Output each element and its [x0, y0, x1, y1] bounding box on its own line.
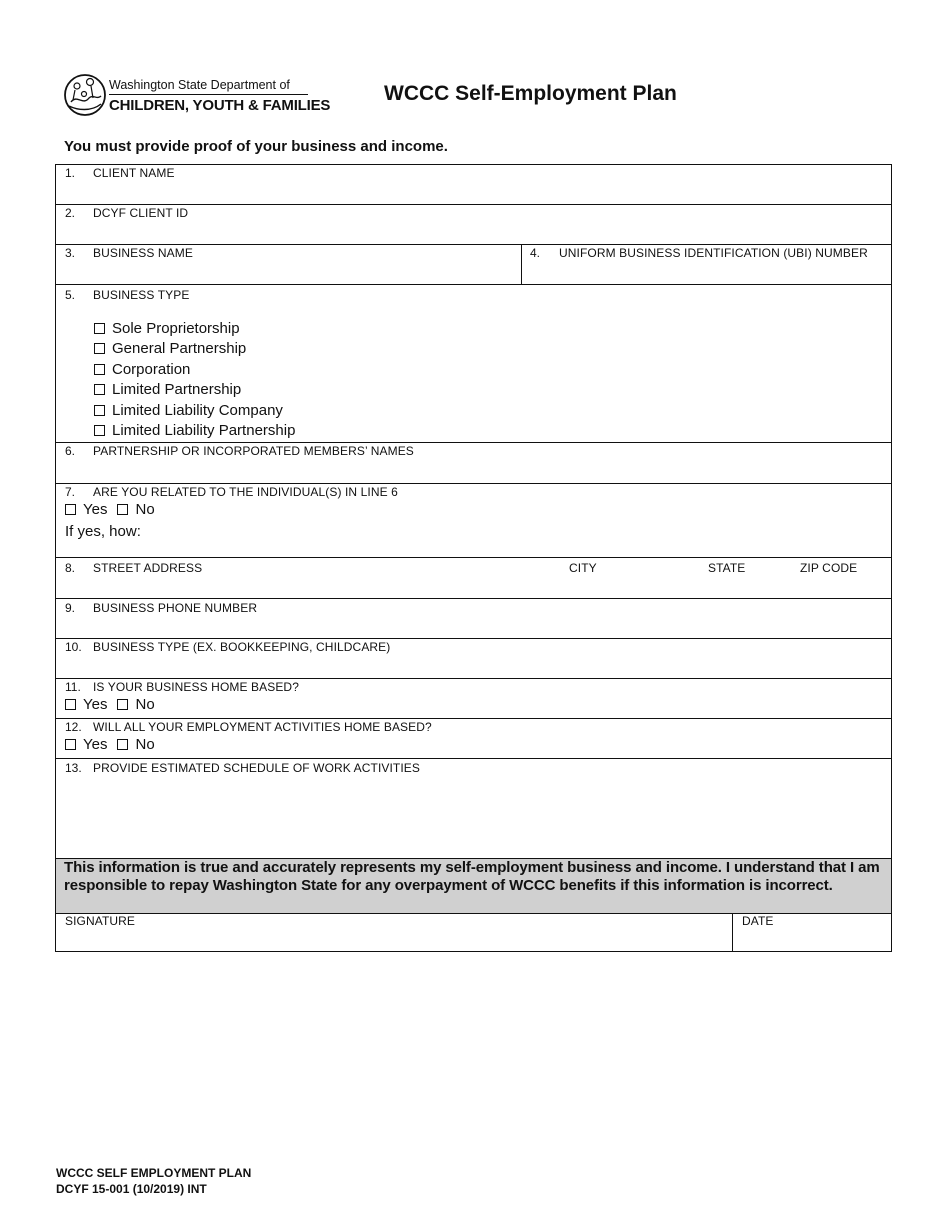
relation-how-field[interactable]: If yes, how: [65, 523, 141, 540]
self-employment-form [55, 164, 892, 952]
field-2-number: 2. [65, 206, 76, 220]
divider [56, 557, 891, 558]
field-13-number: 13. [65, 761, 82, 775]
client-name-field[interactable]: CLIENT NAME [93, 166, 175, 180]
client-id-field[interactable]: DCYF CLIENT ID [93, 206, 189, 220]
ubi-number-field[interactable]: UNIFORM BUSINESS IDENTIFICATION (UBI) NUMBER [559, 246, 868, 260]
dcyf-logo [63, 72, 331, 118]
checkbox[interactable] [94, 343, 105, 354]
divider [56, 483, 891, 484]
field-1-number: 1. [65, 166, 76, 180]
business-phone-field[interactable]: BUSINESS PHONE NUMBER [93, 601, 258, 615]
signature-field[interactable]: SIGNATURE [65, 914, 136, 928]
city-field[interactable]: CITY [569, 561, 597, 575]
business-type-option[interactable]: Limited Liability Partnership [94, 422, 295, 439]
field-7-number: 7. [65, 485, 76, 499]
business-activity-field[interactable]: BUSINESS TYPE (EX. BOOKKEEPING, CHILDCARE) [93, 640, 391, 654]
activities-home-question-label: WILL ALL YOUR EMPLOYMENT ACTIVITIES HOME BASED? [93, 720, 432, 734]
field-8-number: 8. [65, 561, 76, 575]
business-type-option[interactable]: Limited Liability Company [94, 402, 283, 419]
yes-checkbox[interactable] [65, 504, 76, 515]
business-type-option[interactable]: General Partnership [94, 340, 246, 357]
department-name: Washington State Department of [109, 78, 290, 92]
street-address-field[interactable]: STREET ADDRESS [93, 561, 203, 575]
divider [56, 284, 891, 285]
field-10-number: 10. [65, 640, 82, 654]
field-5-number: 5. [65, 288, 76, 302]
form-number-footer: DCYF 15-001 (10/2019) INT [56, 1182, 207, 1196]
activities-home-answer: Yes No [65, 736, 155, 753]
divider [521, 244, 522, 284]
business-type-label: BUSINESS TYPE [93, 288, 190, 302]
work-schedule-field[interactable]: PROVIDE ESTIMATED SCHEDULE OF WORK ACTIVITIES [93, 761, 420, 775]
checkbox[interactable] [94, 384, 105, 395]
logo-divider [109, 94, 308, 95]
field-3-number: 3. [65, 246, 76, 260]
dcyf-logo-icon [63, 72, 107, 118]
divider [56, 598, 891, 599]
related-answer: Yes No [65, 501, 155, 518]
no-checkbox[interactable] [117, 739, 128, 750]
checkbox[interactable] [94, 364, 105, 375]
business-type-option[interactable]: Limited Partnership [94, 381, 241, 398]
state-field[interactable]: STATE [708, 561, 746, 575]
business-type-option[interactable]: Corporation [94, 361, 190, 378]
checkbox[interactable] [94, 405, 105, 416]
related-question-label: ARE YOU RELATED TO THE INDIVIDUAL(S) IN LINE 6 [93, 485, 398, 499]
divider [56, 758, 891, 759]
home-based-question-label: IS YOUR BUSINESS HOME BASED? [93, 680, 299, 694]
divider [56, 678, 891, 679]
form-name-footer: WCCC SELF EMPLOYMENT PLAN [56, 1166, 252, 1180]
business-type-option[interactable]: Sole Proprietorship [94, 320, 240, 337]
date-field[interactable]: DATE [742, 914, 774, 928]
divider [56, 718, 891, 719]
business-name-field[interactable]: BUSINESS NAME [93, 246, 193, 260]
attestation-statement: This information is true and accurately represents my self-employment business and income. I understand that I am responsible to repay Washington State for any overpayment of WCCC benefits if this information is incorrect. [64, 859, 880, 894]
divider [56, 442, 891, 443]
divider [56, 638, 891, 639]
divider [56, 204, 891, 205]
field-12-number: 12. [65, 720, 82, 734]
proof-notice: You must provide proof of your business and income. [64, 138, 448, 155]
no-checkbox[interactable] [117, 699, 128, 710]
members-names-field[interactable]: PARTNERSHIP OR INCORPORATED MEMBERS’ NAMES [93, 444, 414, 458]
zip-code-field[interactable]: ZIP CODE [800, 561, 858, 575]
field-6-number: 6. [65, 444, 76, 458]
yes-checkbox[interactable] [65, 739, 76, 750]
divider [56, 244, 891, 245]
field-9-number: 9. [65, 601, 76, 615]
divider [732, 913, 733, 951]
home-based-answer: Yes No [65, 696, 155, 713]
field-4-number: 4. [530, 246, 541, 260]
field-11-number: 11. [65, 680, 81, 694]
no-checkbox[interactable] [117, 504, 128, 515]
agency-name: CHILDREN, YOUTH & FAMILIES [109, 97, 331, 114]
checkbox[interactable] [94, 323, 105, 334]
yes-checkbox[interactable] [65, 699, 76, 710]
page-title: WCCC Self-Employment Plan [384, 82, 677, 105]
checkbox[interactable] [94, 425, 105, 436]
